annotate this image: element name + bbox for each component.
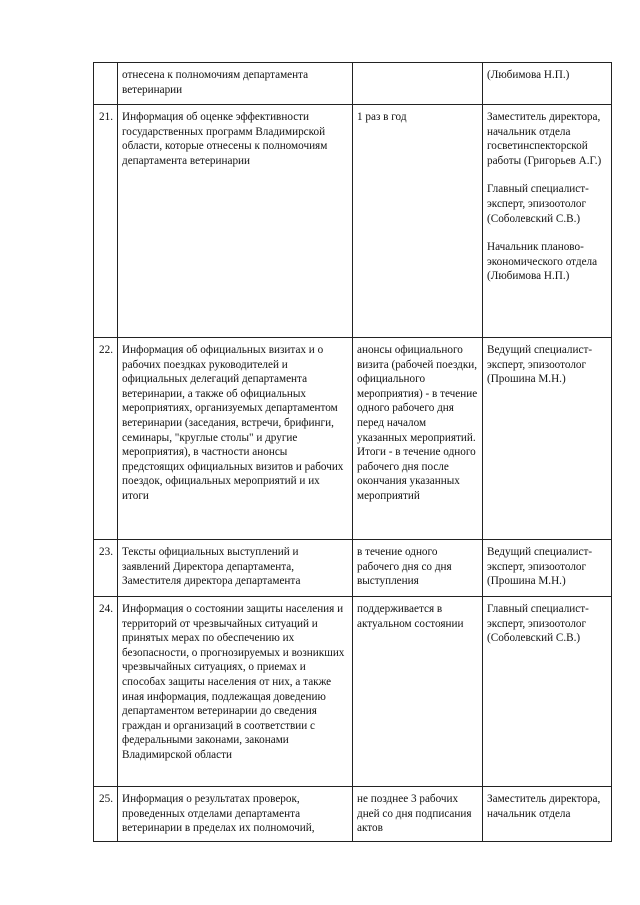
row-information: Информация об оценке эффективности государственных программ Владимирской области, которые отнесены к полномочиям департамента ветеринарии [118,105,353,338]
responsible-person: Ведущий специалист-эксперт, эпизоотолог (Прошина М.Н.) [487,344,593,386]
row-responsible [483,540,612,597]
table-row [94,597,612,787]
row-responsible [483,63,612,105]
row-information: Информация о состоянии защиты населения и территорий от чрезвычайных ситуаций и принятых мерах по обеспечению их безопасности, о прогнозируемых и возникших чрезвычайных ситуациях, о приемах и способах защиты населения от них, а также иная информация, подлежащая доведению департаментом ветеринарии до сведения граждан и организаций в соответствии с федеральными законами, законами Владимирской области [118,597,353,787]
row-responsible [483,338,612,540]
row-frequency: анонсы официального визита (рабочей поездки, официального мероприятия) - в течение одного рабочего дня перед началом указанных мероприятий. Итоги - в течение одного рабочего дня после окончания указанных мероприятий [353,338,483,540]
row-number [94,63,118,105]
row-number: 24. [94,597,118,787]
table-row [94,540,612,597]
row-frequency [353,63,483,105]
row-frequency: в течение одного рабочего дня со дня выступления [353,540,483,597]
document-table [93,62,612,842]
row-responsible [483,787,612,842]
table-row [94,105,612,338]
row-information: отнесена к полномочиям департамента ветеринарии [118,63,353,105]
table-row [94,338,612,540]
responsible-person: Начальник планово-экономического отдела (Любимова Н.П.) [487,241,598,283]
responsible-person: Заместитель директора, начальник отдела [487,793,601,820]
row-frequency: не позднее 3 рабочих дней со дня подписания актов [353,787,483,842]
row-number: 25. [94,787,118,842]
table-row [94,787,612,842]
row-information: Информация о результатах проверок, проведенных отделами департамента ветеринарии в пределах их полномочий, [118,787,353,842]
row-number: 22. [94,338,118,540]
row-number: 23. [94,540,118,597]
row-frequency: поддерживается в актуальном состоянии [353,597,483,787]
responsible-person: Ведущий специалист-эксперт, эпизоотолог (Прошина М.Н.) [487,546,593,588]
responsible-person: Главный специалист-эксперт, эпизоотолог (Соболевский С.В.) [487,183,589,225]
row-responsible [483,597,612,787]
row-number: 21. [94,105,118,338]
row-responsible [483,105,612,338]
responsible-person: Главный специалист-эксперт, эпизоотолог (Соболевский С.В.) [487,603,589,645]
table-row [94,63,612,105]
responsible-person: Заместитель директора, начальник отдела госветинспекторской работы (Григорьев А.Г.) [487,111,602,167]
row-frequency: 1 раз в год [353,105,483,338]
row-information: Тексты официальных выступлений и заявлений Директора департамента, Заместителя директора департамента [118,540,353,597]
row-information: Информация об официальных визитах и о рабочих поездках руководителей и официальных делегаций департамента ветеринарии, а также об официальных мероприятиях, организуемых департаментом ветеринарии (заседания, встречи, брифинги, семинары, "круглые столы" и другие мероприятия), в частности анонсы предстоящих официальных визитов и рабочих поездок, официальных мероприятий и их итоги [118,338,353,540]
responsible-person: (Любимова Н.П.) [487,69,570,81]
